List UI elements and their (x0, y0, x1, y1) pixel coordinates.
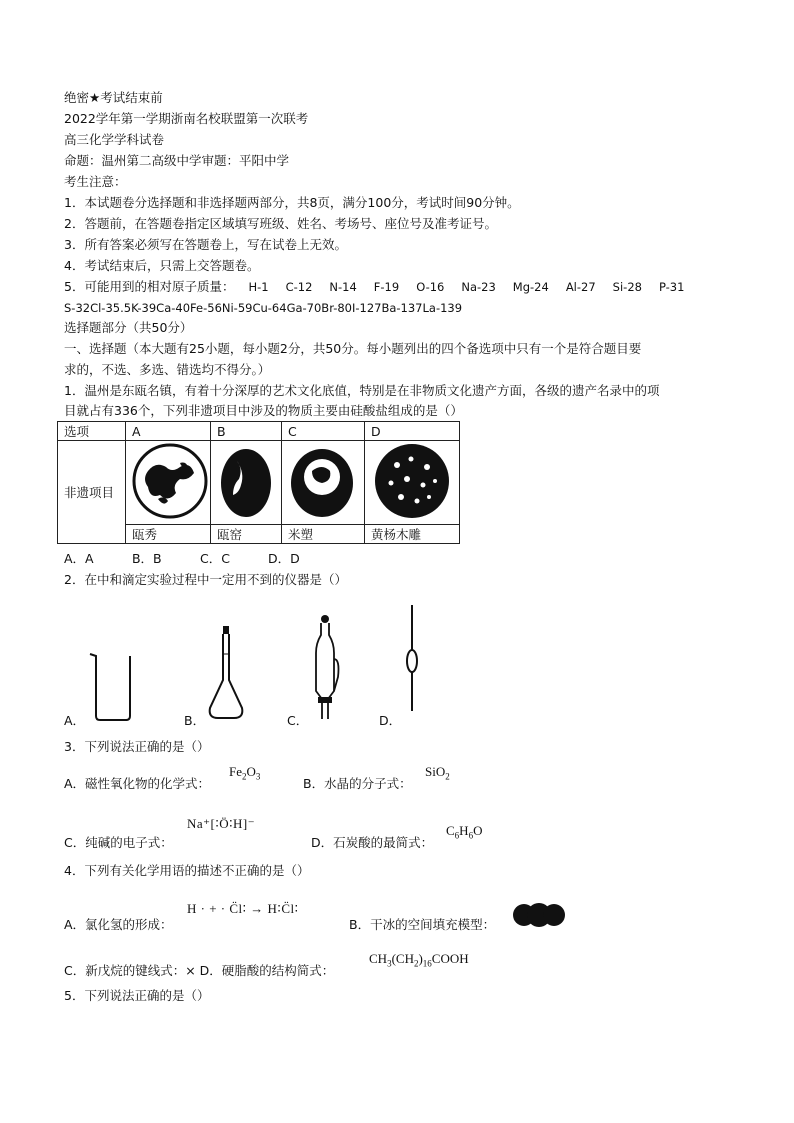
image-d (365, 441, 460, 525)
col-a-letter: A (126, 422, 211, 441)
q1-choice-a[interactable]: A．A (64, 551, 94, 566)
q3-c-electron-formula: Na⁺[∶Ö∶H]⁻ (187, 816, 256, 831)
q1-choices (64, 549, 300, 569)
q1-stem-2: 目就占有336个，下列非遗项目中涉及的物质主要由硅酸盐组成的是（） (64, 403, 463, 418)
q1-choice-b[interactable]: B．B (131, 551, 162, 566)
note-4: 4．考试结束后，只需上交答题卷。 (64, 258, 260, 273)
instructions-line-2: 求的，不选、多选、错选均不得分。） (64, 362, 271, 377)
atomic-mass-item: H-1 (248, 280, 269, 294)
note-5-continued: S-32Cl-35.5K-39Ca-40Fe-56Ni-59Cu-64Ga-70Br-80I-127Ba-137La-139 (64, 301, 463, 315)
q4-choice-b[interactable]: B．干冰的空间填充模型： (349, 917, 496, 932)
atomic-mass-item: Na-23 (461, 280, 496, 294)
volumetric-flask-icon (206, 624, 246, 722)
name-a: 瓯秀 (126, 525, 211, 544)
separatory-funnel-icon (312, 613, 342, 723)
q3-choice-b[interactable]: B．水晶的分子式： (303, 776, 412, 791)
q3-b-formula: SiO$_2$ (425, 764, 450, 782)
name-d: 黄杨木雕 (365, 525, 460, 544)
q1-stem-1: 1．温州是东瓯名镇，有着十分深厚的艺术文化底值，特别是在非物质文化遗产方面，各级的遗产名录中的项 (64, 383, 660, 398)
atomic-mass-item: P-31 (658, 280, 685, 294)
authors-line: 命题：温州第二高级中学审题：平阳中学 (64, 153, 290, 168)
q4-stem: 4．下列有关化学用语的描述不正确的是（） (64, 863, 310, 878)
col-d-letter: D (365, 422, 460, 441)
pottery-image (215, 441, 277, 521)
table-head-label: 选项 (58, 422, 126, 441)
atomic-mass-item: F-19 (373, 280, 400, 294)
embroidery-image (128, 441, 208, 521)
q4-choice-a[interactable]: A．氯化氢的形成： (64, 917, 173, 932)
q3-choice-a[interactable]: A．磁性氧化物的化学式： (64, 776, 211, 791)
secret-mark: 绝密★考试结束前 (64, 90, 163, 105)
image-a (126, 441, 211, 525)
co2-space-filling-model-icon (512, 902, 566, 928)
image-c (282, 441, 365, 525)
q1-choice-c[interactable]: C．C (199, 551, 230, 566)
beaker-icon (88, 650, 134, 722)
q2-choice-a[interactable]: A． (64, 713, 86, 728)
row-label: 非遗项目 (58, 441, 126, 544)
q3-a-formula: $Fe_2O_3$ (229, 764, 261, 782)
q2-choice-d[interactable]: D． (379, 713, 402, 728)
name-c: 米塑 (282, 525, 365, 544)
atomic-mass-item: Si-28 (612, 280, 642, 294)
col-c-letter: C (282, 422, 365, 441)
atomic-mass-item: Al-27 (565, 280, 596, 294)
q4-d-formula: $CH_3(CH_2)_{16}COOH$ (369, 951, 469, 969)
section-title: 选择题部分（共50分） (64, 320, 193, 335)
q5-stem: 5．下列说法正确的是（） (64, 988, 210, 1003)
note-2: 2．答题前，在答题卷指定区域填写班级、姓名、考场号、座位号及准考证号。 (64, 216, 497, 231)
wood-carving-image (367, 441, 457, 521)
atomic-mass-item: C-12 (285, 280, 313, 294)
name-b: 瓯窑 (211, 525, 282, 544)
atomic-mass-item: Mg-24 (512, 280, 549, 294)
notes-title: 考生注意： (64, 174, 127, 189)
paper-title: 高三化学学科试卷 (64, 132, 165, 147)
atomic-mass-item: N-14 (329, 280, 357, 294)
q3-choice-c[interactable]: C．纯碱的电子式： (64, 835, 173, 850)
note-5 (64, 277, 701, 297)
q3-d-formula: $C_6H_6O$ (446, 823, 483, 841)
pipette-icon (404, 603, 420, 715)
q3-choice-d[interactable]: D．石炭酸的最简式： (311, 835, 434, 850)
note-3: 3．所有答案必须写在答题卷上，写在试卷上无效。 (64, 237, 347, 252)
image-b (211, 441, 282, 525)
q2-choice-b[interactable]: B． (184, 713, 206, 728)
q4-a-formation: H · + · C̈l∶ → H∶C̈l∶ (187, 901, 299, 916)
atomic-mass-list (248, 277, 701, 297)
rice-sculpture-image (286, 441, 360, 521)
q1-choice-d[interactable]: D．D (267, 551, 300, 566)
instructions-line-1: 一、选择题（本大题有25小题，每小题2分，共50分。每小题列出的四个备选项中只有一个是符合题目要 (64, 341, 642, 356)
exam-name: 2022学年第一学期浙南名校联盟第一次联考 (64, 111, 309, 126)
q2-stem: 2．在中和滴定实验过程中一定用不到的仪器是（） (64, 572, 347, 587)
atomic-mass-item: O-16 (416, 280, 445, 294)
q4-choice-c-d[interactable]: C．新戊烷的键线式：× D．硬脂酸的结构简式： (64, 963, 335, 978)
col-b-letter: B (211, 422, 282, 441)
q2-choice-c[interactable]: C． (287, 713, 309, 728)
q3-stem: 3．下列说法正确的是（） (64, 739, 210, 754)
note-5-lead: 5．可能用到的相对原子质量： (64, 279, 235, 294)
q1-options-table (57, 421, 460, 544)
note-1: 1．本试题卷分选择题和非选择题两部分，共8页，满分100分，考试时间90分钟。 (64, 195, 520, 210)
